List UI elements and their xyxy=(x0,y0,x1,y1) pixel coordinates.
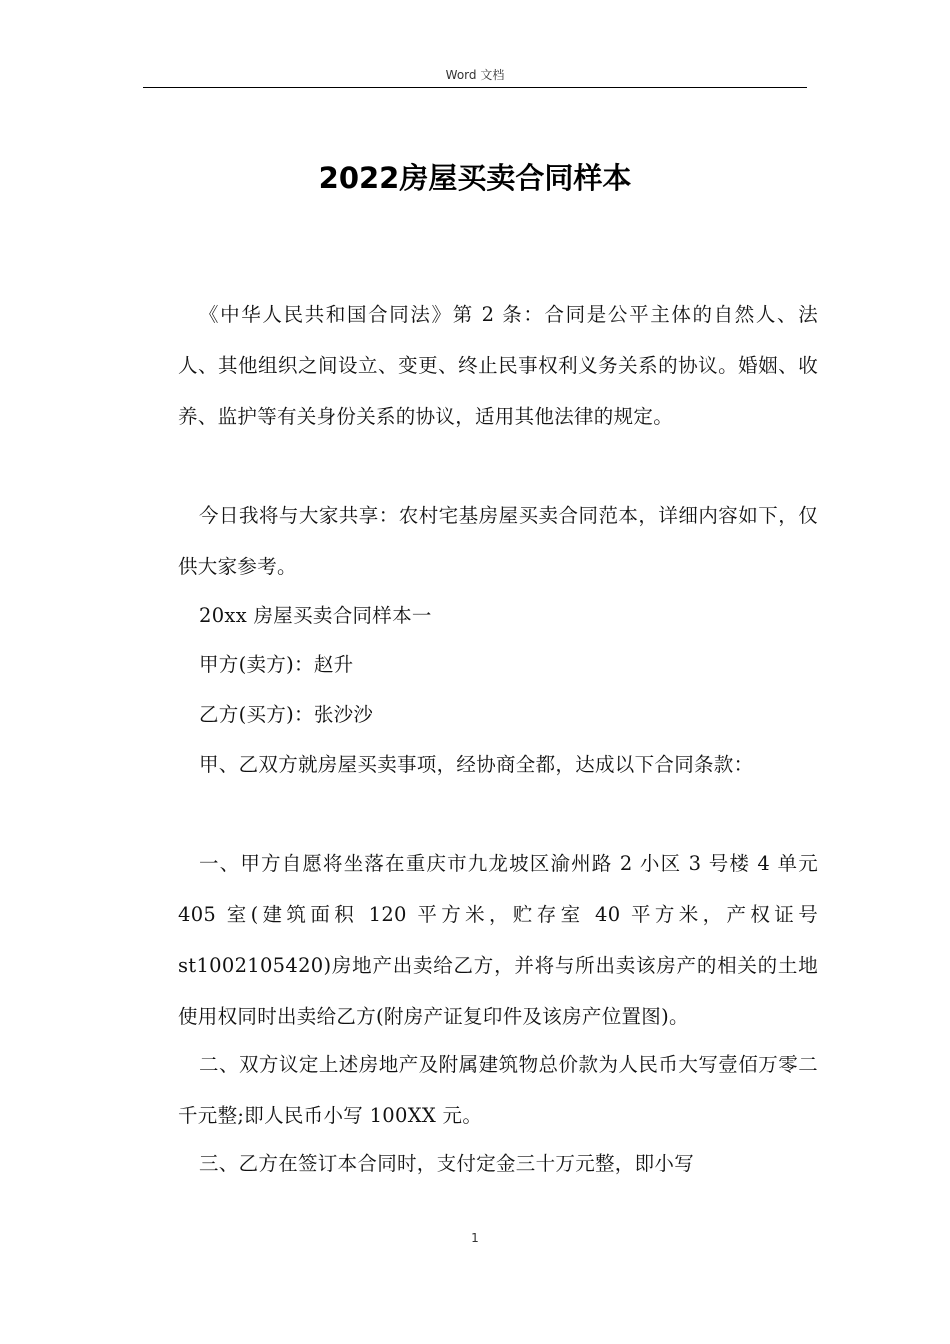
paragraph-party-b: 乙方(买方)：张沙沙 xyxy=(199,703,374,726)
document-title: 2022房屋买卖合同样本 xyxy=(318,161,632,195)
paragraph-contract-law: 《中华人民共和国合同法》第 2 条：合同是公平主体的自然人、法人、其他组织之间设立、变更、终止民事权利义务关系的协议。婚姻、收养、监护等有关身份关系的协议，适用其他法律的规定。 xyxy=(178,303,818,428)
paragraph-clause-1: 一、甲方自愿将坐落在重庆市九龙坡区渝州路 2 小区 3 号楼 4 单元 405 室(建筑面积 120 平方米，贮存室 40 平方米，产权证号 st1002105420)房地产出卖给乙方，并将与所出卖该房产的相关的土地使用权同时出卖给乙方(附房产证复印件及该房产位置图)。 xyxy=(178,852,818,1028)
header-divider xyxy=(143,87,807,88)
paragraph-agreement: 甲、乙双方就房屋买卖事项，经协商全都，达成以下合同条款： xyxy=(199,753,754,776)
paragraph-party-a: 甲方(卖方)：赵升 xyxy=(199,653,354,676)
header-label: Word 文档 xyxy=(445,68,505,82)
paragraph-clause-2: 二、双方议定上述房地产及附属建筑物总价款为人民币大写壹佰万零二千元整;即人民币小写 100XX 元。 xyxy=(178,1053,818,1127)
paragraph-sample-heading: 20xx 房屋买卖合同样本一 xyxy=(199,604,432,627)
paragraph-clause-3: 三、乙方在签订本合同时，支付定金三十万元整，即小写 xyxy=(199,1152,695,1175)
page-number: 1 xyxy=(471,1231,479,1245)
paragraph-intro: 今日我将与大家共享：农村宅基房屋买卖合同范本，详细内容如下，仅供大家参考。 xyxy=(178,504,818,578)
